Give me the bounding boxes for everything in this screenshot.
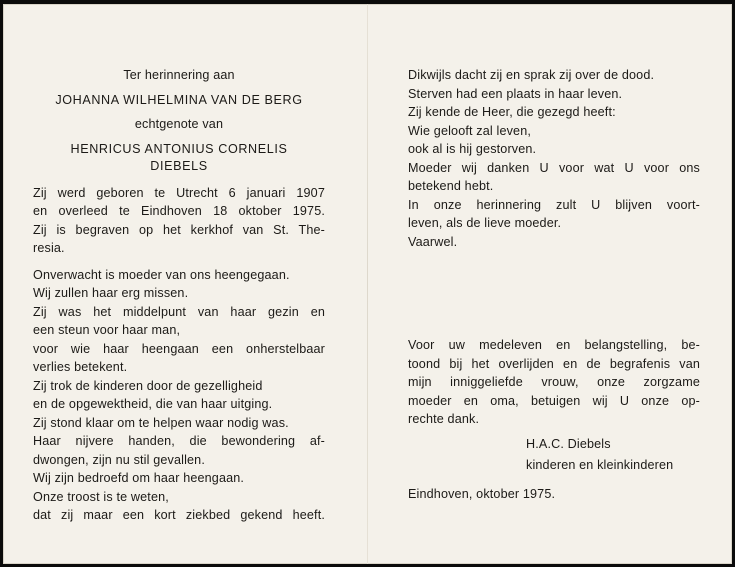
farewell-text [408, 66, 700, 251]
thanks-line: moeder en oma, betuigen wij U onze op- [408, 393, 700, 408]
thanks-line: toond bij het overlijden en de begrafenis van [408, 356, 700, 371]
thanks-line: mijn inniggeliefde vrouw, onze zorgzame [408, 375, 700, 389]
deceased-name: JOHANNA WILHELMINA VAN DE BERG [55, 92, 303, 107]
text-line: Wij zullen haar erg missen. [33, 286, 189, 300]
text-line: betekend hebt. [408, 179, 494, 193]
thanks-line: Voor uw medeleven en belangstelling, be- [408, 338, 700, 352]
bio-line: en overleed te Eindhoven 18 oktober 1975. [33, 204, 325, 218]
text-line: dwongen, zijn nu stil gevallen. [33, 452, 205, 467]
left-page [33, 66, 325, 525]
relation-text: echtgenote van [134, 117, 224, 131]
signature [408, 435, 700, 475]
text-line: voor wie haar heengaan een onherstelbaar [33, 341, 325, 356]
place-date: Eindhoven, oktober 1975. [408, 486, 556, 501]
text-line: In onze herinnering zult U blijven voort- [408, 197, 700, 212]
signature-name: H.A.C. Diebels [526, 436, 611, 451]
text-line: Dikwijls dacht zij en sprak zij over de dood. [408, 68, 655, 82]
thanks-text [408, 336, 700, 429]
text-line: Wie gelooft zal leven, [408, 123, 532, 138]
signature-family: kinderen en kleinkinderen [526, 458, 674, 472]
text-line: Zij was het middelpunt van haar gezin en [33, 304, 325, 319]
text-line: een steun voor haar man, [33, 323, 181, 337]
text-line: Onverwacht is moeder van ons heengegaan. [33, 267, 290, 282]
spouse-name-line-1: HENRICUS ANTONIUS CORNELIS [70, 141, 288, 156]
text-line: leven, als de lieve moeder. [408, 216, 562, 230]
text-line: verlies betekent. [33, 360, 128, 374]
right-page [408, 66, 700, 503]
card-fold [367, 4, 368, 564]
text-line: Zij stond klaar om te helpen waar nodig was. [33, 415, 289, 430]
text-line: Sterven had een plaats in haar leven. [408, 86, 623, 101]
bio-line: Zij is begraven op het kerkhof van St. The- [33, 222, 325, 237]
bio-line: resia. [33, 241, 65, 255]
bio-line: Zij werd geboren te Utrecht 6 januari 1907 [33, 185, 325, 200]
text-line: Zij kende de Heer, die gezegd heeft: [408, 105, 616, 119]
text-line: Zij trok de kinderen door de gezelligheid [33, 378, 263, 393]
thanks-line: rechte dank. [408, 412, 480, 426]
heading: Ter herinnering aan [123, 68, 235, 82]
text-line: Wij zijn bedroefd om haar heengaan. [33, 471, 245, 485]
text-line: Vaarwel. [408, 234, 458, 249]
bio-block [33, 184, 325, 258]
tribute-text [33, 266, 325, 525]
text-line: Haar nijvere handen, die bewondering af- [33, 434, 325, 448]
text-line: Moeder wij danken U voor wat U voor ons [408, 160, 700, 175]
memorial-card [3, 4, 732, 564]
text-line: dat zij maar een kort ziekbed gekend heeft. [33, 508, 325, 522]
text-line: en de opgewektheid, die van haar uitging. [33, 397, 273, 411]
spouse-name-line-2: DIEBELS [150, 159, 208, 173]
text-line: Onze troost is te weten, [33, 489, 169, 504]
text-line: ook al is hij gestorven. [408, 142, 537, 156]
